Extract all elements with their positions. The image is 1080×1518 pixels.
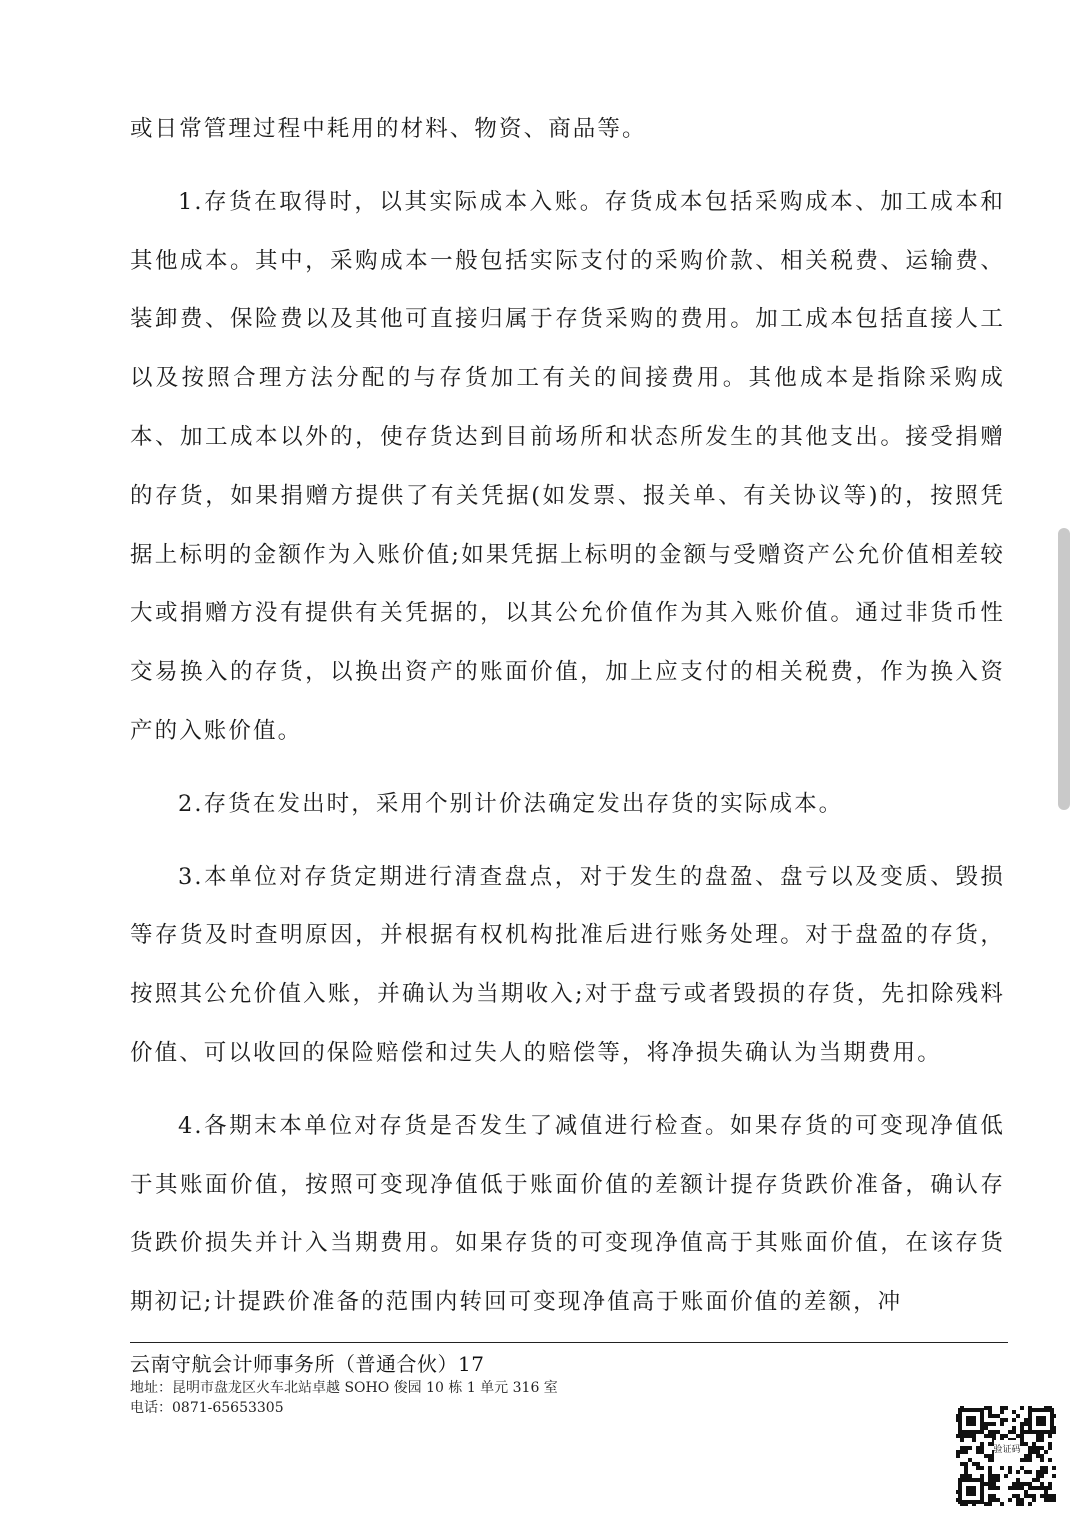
qr-center-label: 验证码 <box>993 1445 1021 1455</box>
firm-address: 地址：昆明市盘龙区火车北站卓越 SOHO 俊园 10 栋 1 单元 316 室 <box>130 1380 558 1396</box>
scrollbar[interactable] <box>1058 528 1070 810</box>
paragraph-inventory-impairment: 4.各期末本单位对存货是否发生了减值进行检查。如果存货的可变现净值低于其账面价值，按照可变现净值低于账面价值的差额计提存货跌价准备，确认存货跌价损失并计入当期费用。如果存货的可变现净值高于其账面价值，在该存货期初记;计提跌价准备的范围内转回可变现净值高于账面价值的差额，冲 <box>130 1112 1005 1316</box>
document-body <box>130 100 1005 1346</box>
firm-name: 云南守航会计师事务所（普通合伙）17 <box>130 1352 485 1376</box>
qr-code-icon <box>956 1406 1056 1506</box>
firm-phone: 电话：0871-65653305 <box>130 1400 284 1416</box>
paragraph-inventory-acquisition: 1.存货在取得时，以其实际成本入账。存货成本包括采购成本、加工成本和其他成本。其中，采购成本一般包括实际支付的采购价款、相关税费、运输费、装卸费、保险费以及其他可直接归属于存货采购的费用。加工成本包括直接人工以及按照合理方法分配的与存货加工有关的间接费用。其他成本是指除采购成本、加工成本以外的，使存货达到目前场所和状态所发生的其他支出。接受捐赠的存货，如果捐赠方提供了有关凭据(如发票、报关单、有关协议等)的，按照凭据上标明的金额作为入账价值;如果凭据上标明的金额与受赠资产公允价值相差较大或捐赠方没有提供有关凭据的，以其公允价值作为其入账价值。通过非货币性交易换入的存货，以换出资产的账面价值，加上应支付的相关税费，作为换入资产的入账价值。 <box>130 188 1005 744</box>
paragraph-inventory-issuance: 2.存货在发出时，采用个别计价法确定发出存货的实际成本。 <box>178 790 844 817</box>
footer-divider <box>130 1342 1008 1343</box>
paragraph-inventory-count: 3.本单位对存货定期进行清查盘点，对于发生的盘盈、盘亏以及变质、毁损等存货及时查明原因，并根据有权机构批准后进行账务处理。对于盘盈的存货，按照其公允价值入账，并确认为当期收入;对于盘亏或者毁损的存货，先扣除残料价值、可以收回的保险赔偿和过失人的赔偿等，将净损失确认为当期费用。 <box>130 863 1005 1066</box>
paragraph-continuation: 或日常管理过程中耗用的材料、物资、商品等。 <box>130 116 647 142</box>
